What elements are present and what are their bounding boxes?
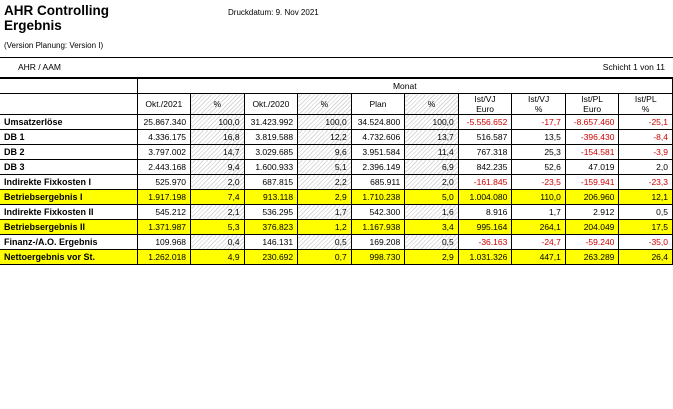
col-header-pct-1: % [191,94,245,115]
col-header-ist-pl-euro-line1: Ist/PL [581,94,604,104]
row-cell: 2,0 [405,175,459,190]
col-header-ist-vj-euro [458,94,512,115]
row-cell: 1,6 [405,205,459,220]
version-subtitle: (Version Planung: Version I) [4,41,104,50]
col-header-okt-2021: Okt./2021 [137,94,191,115]
row-cell: 204.049 [565,220,619,235]
row-cell: 100,0 [191,115,245,130]
row-cell: 3.029.685 [244,145,298,160]
table-row [0,235,673,250]
row-cell: 1.917.198 [137,190,191,205]
row-cell: -5.556.652 [458,115,512,130]
row-cell: 2.443.168 [137,160,191,175]
table-group-header-row [0,79,673,94]
row-label: Indirekte Fixkosten I [0,175,137,190]
row-cell: 376.823 [244,220,298,235]
row-cell: 1.004.080 [458,190,512,205]
row-cell: -8,4 [619,130,673,145]
table-row [0,115,673,130]
row-cell: -24,7 [512,235,566,250]
row-cell: 1.371.987 [137,220,191,235]
row-cell: 5,1 [298,160,352,175]
col-header-ist-pl-euro-line2: Euro [583,104,602,114]
row-cell: 8.916 [458,205,512,220]
row-cell: 0,7 [298,250,352,265]
row-cell: 545.212 [137,205,191,220]
row-cell: 1.710.238 [351,190,405,205]
row-cell: 1.600.933 [244,160,298,175]
table-row [0,160,673,175]
table-row [0,190,673,205]
row-cell: 206.960 [565,190,619,205]
row-cell: 4.336.175 [137,130,191,145]
col-header-ist-pl-pct-line2: % [641,104,650,114]
row-cell: 1,7 [512,205,566,220]
row-cell: 14,7 [191,145,245,160]
row-cell: 0,5 [405,235,459,250]
row-cell: 5,3 [191,220,245,235]
row-cell: 525.970 [137,175,191,190]
row-cell: 2,9 [298,190,352,205]
row-cell: 25,3 [512,145,566,160]
row-cell: -3,9 [619,145,673,160]
col-header-empty [0,94,137,115]
group-header-monat: Monat [137,79,673,94]
row-cell: 516.587 [458,130,512,145]
row-label: Indirekte Fixkosten II [0,205,137,220]
row-cell: 11,4 [405,145,459,160]
col-header-pct-3: % [405,94,459,115]
col-header-ist-pl-euro [565,94,619,115]
row-cell: 3.951.584 [351,145,405,160]
col-header-okt-2020: Okt./2020 [244,94,298,115]
row-cell: -161.845 [458,175,512,190]
row-cell: 2,2 [298,175,352,190]
row-cell: 5,0 [405,190,459,205]
report-header [0,0,673,58]
row-cell: 2,9 [405,250,459,265]
col-header-plan: Plan [351,94,405,115]
row-cell: 998.730 [351,250,405,265]
row-label: Nettoergebnis vor St. [0,250,137,265]
col-header-ist-vj-euro-line1: Ist/VJ [474,94,496,104]
row-cell: -59.240 [565,235,619,250]
row-cell: -159.941 [565,175,619,190]
row-cell: 1.262.018 [137,250,191,265]
row-cell: 12,1 [619,190,673,205]
row-cell: 685.911 [351,175,405,190]
page-title-line2: Ergebnis [4,18,62,33]
row-cell: -17,7 [512,115,566,130]
report-subheader [0,58,673,78]
row-cell: 3.819.588 [244,130,298,145]
row-cell: -396.430 [565,130,619,145]
row-cell: 110,0 [512,190,566,205]
row-cell: 0,5 [298,235,352,250]
print-date: Druckdatum: 9. Nov 2021 [228,8,319,17]
row-cell: 31.423.992 [244,115,298,130]
row-cell: -23,5 [512,175,566,190]
row-cell: 842.235 [458,160,512,175]
row-cell: -154.581 [565,145,619,160]
table-body [0,115,673,265]
col-header-ist-vj-pct [512,94,566,115]
row-cell: 2.396.149 [351,160,405,175]
row-cell: 2,0 [619,160,673,175]
col-header-ist-pl-pct-line1: Ist/PL [634,94,657,104]
row-cell: 2,1 [191,205,245,220]
row-cell: 13,5 [512,130,566,145]
col-header-ist-vj-pct-line2: % [534,104,543,114]
row-cell: 3,4 [405,220,459,235]
col-header-pct-2: % [298,94,352,115]
row-cell: 1.167.938 [351,220,405,235]
row-cell: 109.968 [137,235,191,250]
table-row [0,220,673,235]
row-cell: 767.318 [458,145,512,160]
row-label: Umsatzerlöse [0,115,137,130]
table-row [0,250,673,265]
row-cell: 47.019 [565,160,619,175]
row-cell: 17,5 [619,220,673,235]
row-label: DB 1 [0,130,137,145]
row-cell: 100,0 [405,115,459,130]
table-row [0,130,673,145]
row-cell: 4,9 [191,250,245,265]
col-header-ist-pl-pct [619,94,673,115]
table-row [0,145,673,160]
group-header-empty-cell [0,79,137,94]
row-cell: 0,5 [619,205,673,220]
row-cell: 0,4 [191,235,245,250]
table-row [0,175,673,190]
row-cell: 264,1 [512,220,566,235]
row-cell: -23,3 [619,175,673,190]
page-title-line1: AHR Controlling [4,3,109,18]
col-header-ist-vj-pct-line1: Ist/VJ [527,94,550,104]
row-cell: -35,0 [619,235,673,250]
row-cell: 913.118 [244,190,298,205]
row-cell: 3.797.002 [137,145,191,160]
row-cell: 230.692 [244,250,298,265]
page-title [4,3,204,33]
row-cell: 52,6 [512,160,566,175]
row-cell: 146.131 [244,235,298,250]
row-label: Betriebsergebnis II [0,220,137,235]
row-cell: 34.524.800 [351,115,405,130]
row-cell: 7,4 [191,190,245,205]
row-label: DB 3 [0,160,137,175]
row-cell: 6,9 [405,160,459,175]
results-table [0,78,673,265]
row-cell: 12,2 [298,130,352,145]
row-cell: 9,4 [191,160,245,175]
table-row [0,205,673,220]
row-cell: 4.732.606 [351,130,405,145]
col-header-ist-vj-euro-line2: Euro [476,104,495,114]
row-cell: -25,1 [619,115,673,130]
row-cell: 169.208 [351,235,405,250]
row-cell: 2.912 [565,205,619,220]
row-cell: 995.164 [458,220,512,235]
row-cell: 100,0 [298,115,352,130]
row-cell: 542.300 [351,205,405,220]
row-cell: 13,7 [405,130,459,145]
row-cell: 687.815 [244,175,298,190]
row-cell: 16,8 [191,130,245,145]
row-label: Finanz-/A.O. Ergebnis [0,235,137,250]
row-cell: -8.657.460 [565,115,619,130]
row-label: Betriebsergebnis I [0,190,137,205]
row-cell: -36.163 [458,235,512,250]
table-column-header-row [0,94,673,115]
row-cell: 447,1 [512,250,566,265]
row-cell: 1.031.326 [458,250,512,265]
row-cell: 1,7 [298,205,352,220]
row-cell: 2,0 [191,175,245,190]
row-cell: 9,6 [298,145,352,160]
row-cell: 263.289 [565,250,619,265]
shift-label: Schicht 1 von 11 [602,62,665,72]
row-cell: 536.295 [244,205,298,220]
row-cell: 26,4 [619,250,673,265]
row-cell: 25.867.340 [137,115,191,130]
row-cell: 1,2 [298,220,352,235]
row-label: DB 2 [0,145,137,160]
org-unit-label: AHR / AAM [18,62,61,72]
